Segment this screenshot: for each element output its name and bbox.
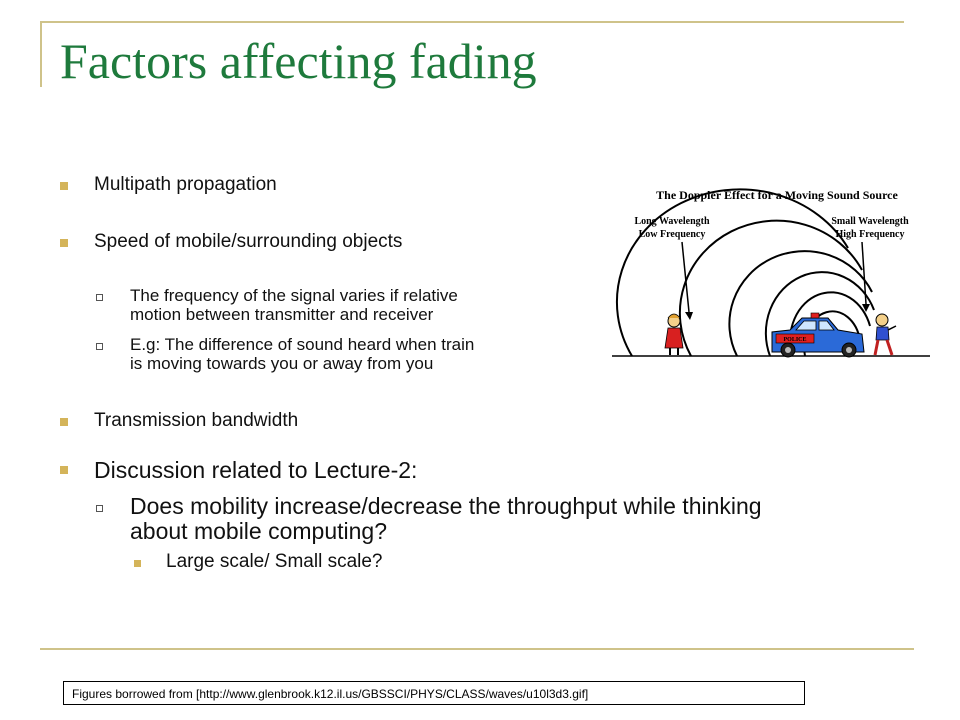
figure-right-label-2: High Frequency: [835, 229, 905, 240]
figure-citation-box: [63, 681, 805, 705]
bullet-speed: Speed of mobile/surrounding objects: [94, 231, 403, 252]
doppler-figure: [612, 180, 930, 370]
car-label: POLICE: [783, 337, 807, 343]
figure-citation: Figures borrowed from [http://www.glenbrook.k12.il.us/GBSSCI/PHYS/CLASS/waves/u10l3d3.gif]: [72, 687, 589, 701]
bullet-marker: [60, 182, 68, 190]
figure-left-label-2: Low Frequency: [638, 229, 706, 240]
listener-right: [875, 314, 896, 355]
bullet-discussion: Discussion related to Lecture-2:: [94, 457, 418, 483]
sub-bullet-frequency-line1: The frequency of the signal varies if relative: [130, 286, 458, 305]
template-left-rule: [40, 21, 42, 87]
bullet-marker: [60, 466, 68, 474]
left-arrow-head: [685, 312, 693, 320]
sub-bullet-mobility-line1: Does mobility increase/decrease the throughput while thinking: [130, 493, 762, 519]
sub-bullet-mobility-line2: about mobile computing?: [130, 518, 387, 544]
sub-bullet-train-line2: is moving towards you or away from you: [130, 354, 434, 373]
figure-title: The Doppler Effect for a Moving Sound Source: [656, 188, 898, 202]
bullet-multipath: Multipath propagation: [94, 174, 277, 195]
bullet-marker: [60, 239, 68, 247]
right-arrow: [862, 242, 866, 304]
sub-bullet-marker: [96, 343, 103, 350]
listener-left: [665, 314, 683, 355]
slide-title: Factors affecting fading: [60, 33, 537, 89]
template-top-rule: [40, 21, 904, 23]
figure-left-label-1: Long Wavelength: [634, 216, 710, 227]
sub-bullet-marker: [96, 294, 103, 301]
sub-bullet-train-line1: E.g: The difference of sound heard when train: [130, 335, 475, 354]
bullet-bandwidth: Transmission bandwidth: [94, 410, 299, 431]
sub-bullet-frequency-line2: motion between transmitter and receiver: [130, 305, 434, 324]
template-bottom-rule: [40, 648, 914, 650]
figure-right-label-1: Small Wavelength: [831, 216, 909, 227]
sub-bullet-marker: [96, 505, 103, 512]
sub-sub-bullet-scale: Large scale/ Small scale?: [166, 551, 383, 572]
bullet-marker: [60, 418, 68, 426]
bullet-marker: [134, 560, 141, 567]
